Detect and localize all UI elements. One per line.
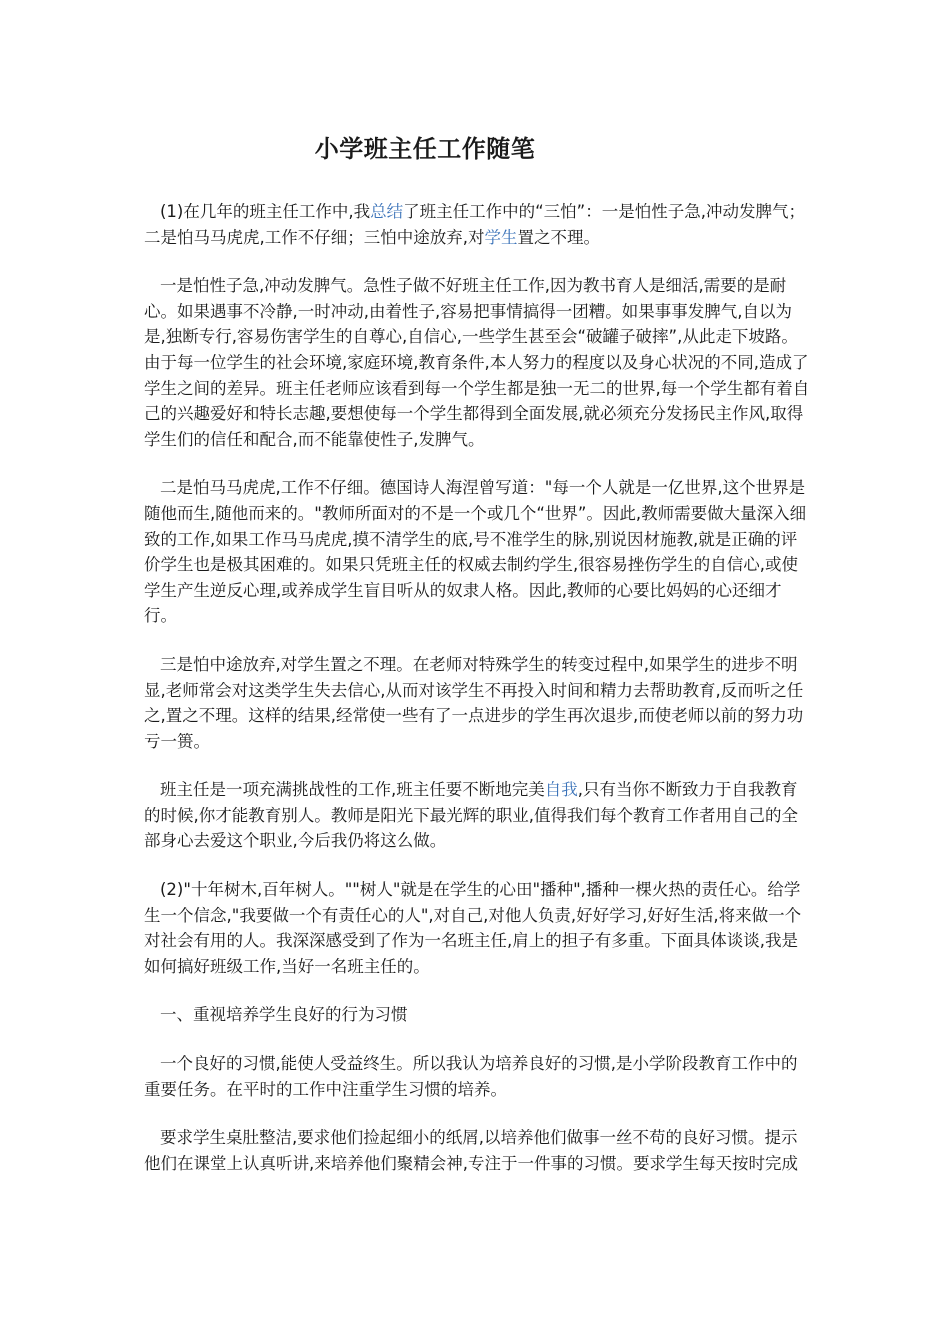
paragraph: [144, 1002, 810, 1028]
document-body: [144, 199, 810, 1199]
paragraph: [144, 475, 810, 629]
paragraph-text: 班主任是一项充满挑战性的工作,班主任要不断地完美: [160, 780, 545, 800]
paragraph-text: 要求学生桌肚整洁,要求他们捡起细小的纸屑,以培养他们做事一丝不苟的良好习惯。提示他们在课堂上认真听讲,来培养他们聚精会神,专注于一件事的习惯。要求学生每天按时完成: [144, 1128, 798, 1173]
paragraph-text: 一是怕性子急,冲动发脾气。急性子做不好班主任工作,因为教书育人是细活,需要的是耐心。如果遇事不冷静,一时冲动,由着性子,容易把事情搞得一团糟。如果事事发脾气,自以为是,独断专行,容易伤害学生的自尊心,自信心,一些学生甚至会“破罐子破摔”,从此走下坡路。由于每一位学生的社会环境,家庭环境,教育条件,本人努力的程度以及身心状况的不同,造成了学生之间的差异。班主任老师应该看到每一个学生都是独一无二的世界,每一个学生都有着自己的兴趣爱好和特长志趣,要想使每一个学生都得到全面发展,就必须充分发扬民主作风,取得学生们的信任和配合,而不能靠使性子,发脾气。: [144, 276, 810, 449]
paragraph: [144, 273, 810, 452]
paragraph: [144, 1125, 810, 1176]
paragraph-text: 三是怕中途放弃,对学生置之不理。在老师对特殊学生的转变过程中,如果学生的进步不明显,老师常会对这类学生失去信心,从而对该学生不再投入时间和精力去帮助教育,反而听之任之,置之不理。这样的结果,经常使一些有了一点进步的学生再次退步,而使老师以前的努力功亏一篑。: [144, 654, 804, 751]
paragraph-text: 置之不理。: [517, 227, 600, 247]
paragraph-text: 一个良好的习惯,能使人受益终生。所以我认为培养良好的习惯,是小学阶段教育工作中的重要任务。在平时的工作中注重学生习惯的培养。: [144, 1054, 798, 1099]
paragraph: [144, 1051, 810, 1102]
paragraph-text: 二是怕马马虎虎,工作不仔细。德国诗人海涅曾写道："每一个人就是一亿世界,这个世界是随他而生,随他而来的。"教师所面对的不是一个或几个“世界”。因此,教师需要做大量深入细致的工作,如果工作马马虎虎,摸不清学生的底,号不准学生的脉,别说因材施教,就是正确的评价学生也是极其困难的。如果只凭班主任的权威去制约学生,很容易挫伤学生的自信心,或使学生产生逆反心理,或养成学生盲目听从的奴隶人格。因此,教师的心要比妈妈的心还细才行。: [144, 478, 807, 626]
inline-link[interactable]: 自我: [544, 780, 578, 800]
paragraph-text: 了班主任工作中的“三怕”：一是怕性子急,冲动发脾气；二是怕马马虎虎,工作不仔细；三怕中途放弃,对: [144, 202, 805, 247]
inline-link[interactable]: 总结: [370, 202, 404, 221]
paragraph-text: 一、重视培养学生良好的行为习惯: [160, 1005, 408, 1025]
inline-link[interactable]: 学生: [484, 227, 518, 247]
paragraph-text: (1)在几年的班主任工作中,我: [160, 202, 371, 221]
paragraph-text: ,只有当你不断致力于自我教育的时候,你才能教育别人。教师是阳光下最光辉的职业,值得我们每个教育工作者用自己的全部身心去爱这个职业,今后我仍将这么做。: [144, 780, 798, 851]
paragraph-text: (2)"十年树木,百年树人。""树人"就是在学生的心田"播种",播种一棵火热的责任心。给学生一个信念,"我要做一个有责任心的人",对自己,对他人负责,好好学习,好好生活,将来做一个对社会有用的人。我深深感受到了作为一名班主任,肩上的担子有多重。下面具体谈谈,我是如何搞好班级工作,当好一名班主任的。: [144, 880, 802, 976]
paragraph: [144, 652, 810, 754]
paragraph: [144, 777, 810, 854]
document-title: 小学班主任工作随笔: [314, 135, 536, 163]
paragraph: [144, 877, 810, 979]
paragraph: [144, 199, 810, 250]
